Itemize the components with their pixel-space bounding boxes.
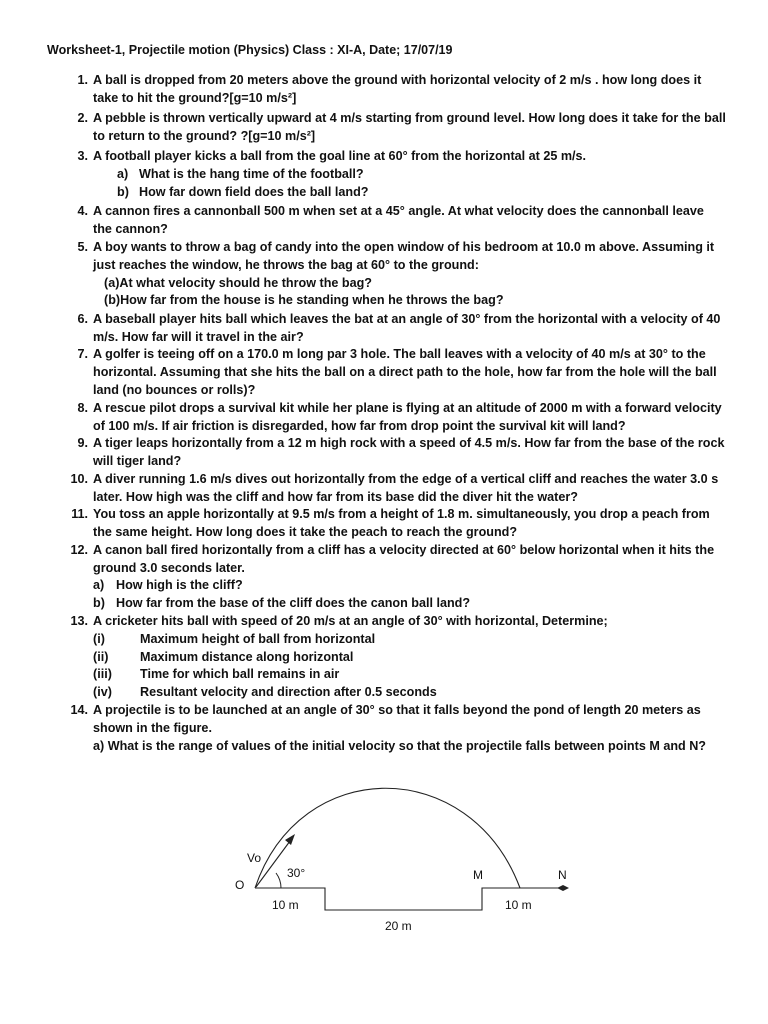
question-text: a) What is the range of values of the initial velocity so that the projectile falls between points M and N? (93, 739, 706, 753)
subquestion-text: (a)At what velocity should he throw the bag? (104, 276, 372, 290)
angle-arc (276, 873, 281, 888)
label-right-distance: 10 m (505, 898, 532, 912)
point-n-marker (557, 885, 569, 891)
question-number: 8. (77, 401, 88, 415)
label-o: O (235, 878, 245, 892)
question-text: A boy wants to throw a bag of candy into the open window of his bedroom at 10.0 m above. Assuming it just reaches the window, he throws the bag at 60° to the ground: (93, 240, 715, 272)
question-text: A cricketer hits ball with speed of 20 m/s at an angle of 30° with horizontal, Determine; (93, 614, 608, 628)
subquestion-marker: a) (117, 167, 129, 181)
question-number: 9. (77, 436, 88, 450)
question-text: A canon ball fired horizontally from a cliff has a velocity directed at 60° below horizontal when it hits the ground 3.0 seconds later. (93, 543, 715, 575)
question-text: A rescue pilot drops a survival kit while her plane is flying at an altitude of 2000 m with a forward velocity of 100 m/s. If air friction is disregarded, how far from drop point the survival kit will land? (93, 401, 722, 433)
question-number: 3. (77, 149, 88, 163)
question-text: A golfer is teeing off on a 170.0 m long par 3 hole. The ball leaves with a velocity of 40 m/s at 30° to the horizontal. Assuming that she hits the ball on a direct path to the hole, how far from the hole will the ball land (no bounces or rolls)? (93, 347, 717, 397)
subquestion-marker: (iii) (93, 667, 112, 681)
question-number: 14. (70, 703, 88, 717)
question-number: 1. (77, 73, 88, 87)
subquestion-text: How far down field does the ball land? (139, 185, 369, 199)
label-n: N (558, 868, 567, 882)
subquestion-marker: (iv) (93, 685, 112, 699)
question-text: A cannon fires a cannonball 500 m when set at a 45° angle. At what velocity does the cannonball leave the cannon? (93, 204, 704, 236)
subquestion-text: Time for which ball remains in air (140, 667, 340, 681)
label-angle: 30° (287, 866, 306, 880)
label-m: M (473, 868, 483, 882)
question-text: A tiger leaps horizontally from a 12 m high rock with a speed of 4.5 m/s. How far from the base of the rock will tiger land? (93, 436, 725, 468)
subquestion-marker: b) (93, 596, 105, 610)
question-text: A pebble is thrown vertically upward at 4 m/s starting from ground level. How long does it take for the ball to return to the ground? ?[g=10 m/s²] (93, 111, 726, 143)
question-number: 4. (77, 204, 88, 218)
subquestion-text: How high is the cliff? (116, 578, 243, 592)
question-number: 11. (71, 507, 88, 521)
question-text: A football player kicks a ball from the goal line at 60° from the horizontal at 25 m/s. (93, 149, 587, 163)
question-number: 13. (70, 614, 88, 628)
label-pond-length: 20 m (385, 919, 412, 933)
subquestion-text: How far from the base of the cliff does the canon ball land? (116, 596, 471, 610)
question-number: 6. (77, 312, 88, 326)
question-text: A diver running 1.6 m/s dives out horizontally from the edge of a vertical cliff and reaches the water 3.0 s later. How high was the cliff and how far from its base did the diver hit the water? (93, 472, 719, 504)
worksheet-header: Worksheet-1, Projectile motion (Physics) Class : XI-A, Date; 17/07/19 (47, 43, 453, 57)
subquestion-text: (b)How far from the house is he standing when he throws the bag? (104, 293, 504, 307)
question-text: A projectile is to be launched at an angle of 30° so that it falls beyond the pond of length 20 meters as shown in the figure. (93, 703, 701, 735)
subquestion-marker: (ii) (93, 650, 109, 664)
arrowhead-icon (285, 834, 295, 845)
subquestion-text: Maximum distance along horizontal (140, 650, 354, 664)
question-text: A ball is dropped from 20 meters above the ground with horizontal velocity of 2 m/s . how long does it take to hit the ground?[g=10 m/s²] (93, 73, 702, 105)
question-text: You toss an apple horizontally at 9.5 m/s from a height of 1.8 m. simultaneously, you drop a peach from the same height. How long does it take the peach to reach the ground? (93, 507, 710, 539)
subquestion-marker: (i) (93, 632, 105, 646)
label-vo: Vo (247, 851, 262, 865)
subquestion-text: Maximum height of ball from horizontal (140, 632, 376, 646)
subquestion-marker: a) (93, 578, 105, 592)
question-number: 12. (70, 543, 88, 557)
question-number: 7. (77, 347, 88, 361)
subquestion-text: What is the hang time of the football? (139, 167, 364, 181)
subquestion-text: Resultant velocity and direction after 0.5 seconds (140, 685, 437, 699)
question-number: 10. (70, 472, 88, 486)
question-number: 2. (77, 111, 88, 125)
subquestion-marker: b) (117, 185, 129, 199)
question-number: 5. (77, 240, 88, 254)
question-text: A baseball player hits ball which leaves the bat at an angle of 30° from the horizontal with a velocity of 40 m/s. How far will it travel in the air? (93, 312, 721, 344)
label-left-distance: 10 m (272, 898, 299, 912)
